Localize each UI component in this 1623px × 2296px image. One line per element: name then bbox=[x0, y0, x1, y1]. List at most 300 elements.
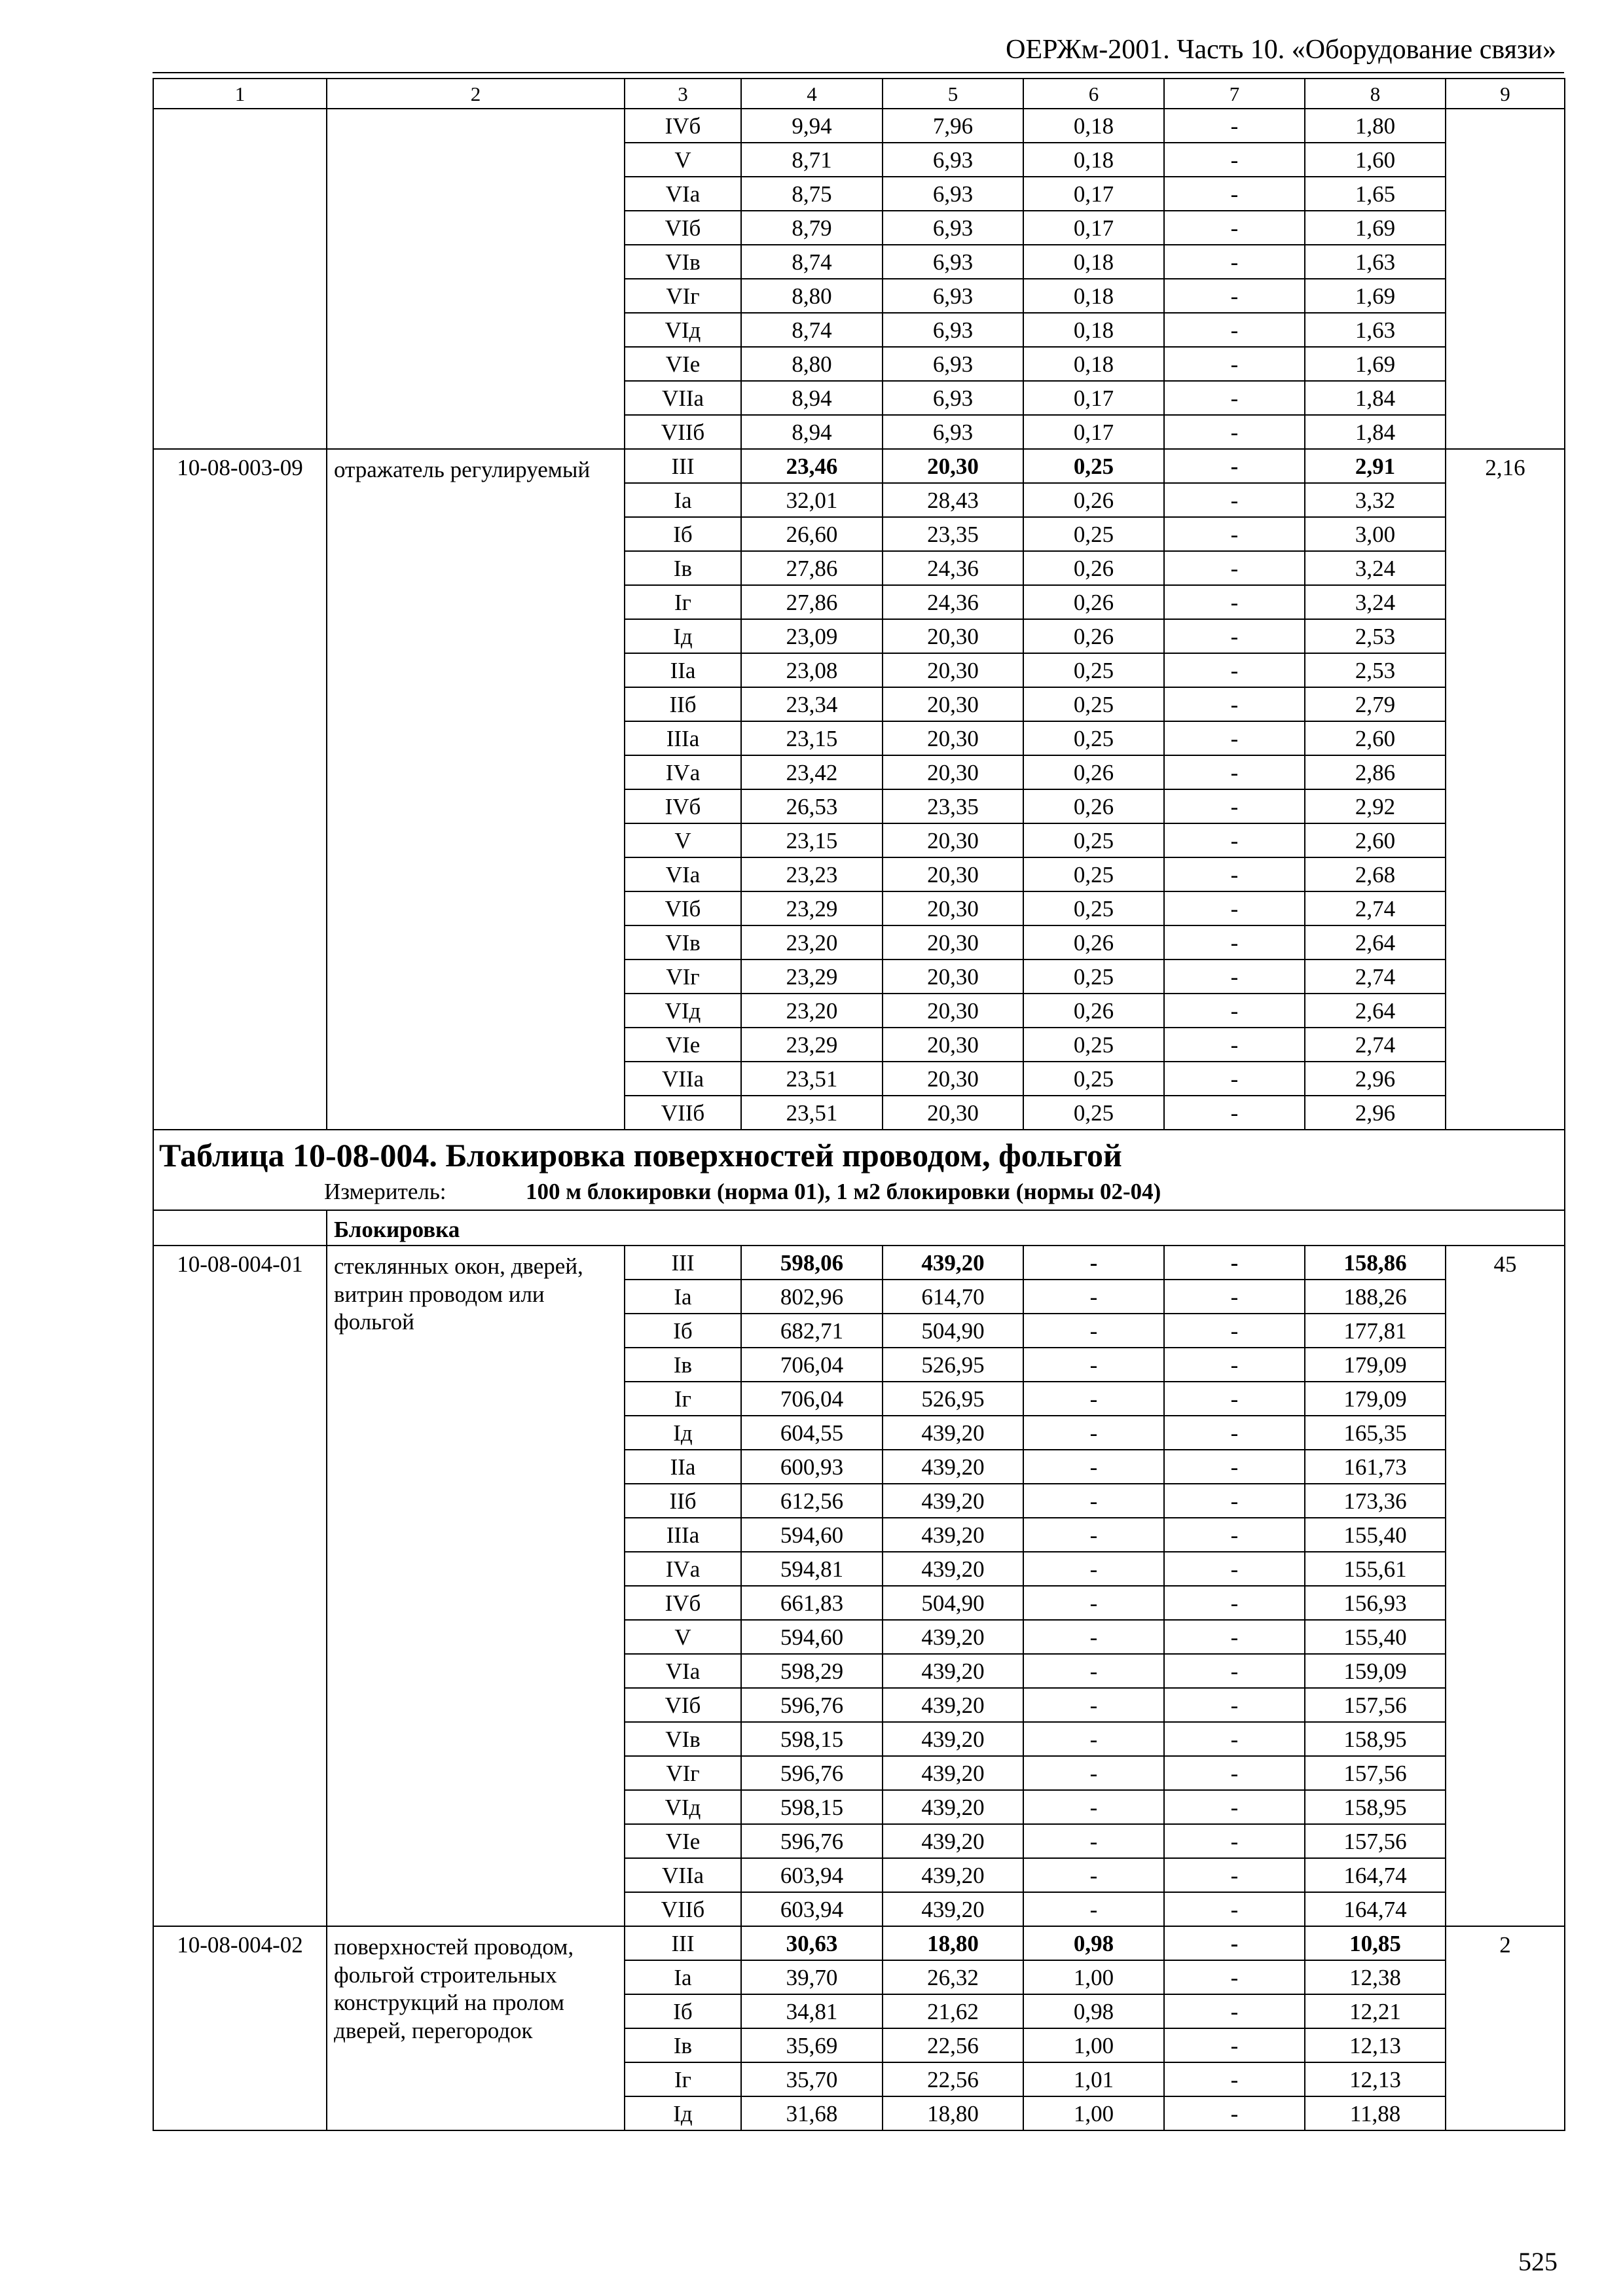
value-cell: 8,79 bbox=[741, 211, 883, 245]
value-cell: 158,86 bbox=[1305, 1246, 1446, 1280]
value-cell: 20,30 bbox=[883, 823, 1023, 857]
value-cell: 2,74 bbox=[1305, 1028, 1446, 1062]
name-cell: стеклянных окон, дверей, витрин проводом или фольгой bbox=[327, 1246, 625, 1926]
value-cell: - bbox=[1023, 1484, 1164, 1518]
value-cell: 20,30 bbox=[883, 619, 1023, 653]
value-cell: - bbox=[1023, 1824, 1164, 1858]
value-cell: 1,84 bbox=[1305, 415, 1446, 449]
zone-cell: VIд bbox=[625, 1790, 741, 1824]
value-cell: 12,13 bbox=[1305, 2028, 1446, 2062]
value-cell: - bbox=[1164, 1518, 1305, 1552]
value-cell: 0,25 bbox=[1023, 449, 1164, 483]
zone-cell: VIб bbox=[625, 211, 741, 245]
value-cell: - bbox=[1164, 1450, 1305, 1484]
value-cell: 21,62 bbox=[883, 1994, 1023, 2028]
value-cell: 10,85 bbox=[1305, 1926, 1446, 1960]
value-cell: 439,20 bbox=[883, 1484, 1023, 1518]
zone-cell: Iв bbox=[625, 2028, 741, 2062]
value-cell: 2,64 bbox=[1305, 994, 1446, 1028]
value-cell: - bbox=[1164, 1790, 1305, 1824]
zone-cell: IIа bbox=[625, 1450, 741, 1484]
value-cell: - bbox=[1023, 1518, 1164, 1552]
value-cell: 35,70 bbox=[741, 2062, 883, 2096]
zone-cell: Iг bbox=[625, 2062, 741, 2096]
value-cell: - bbox=[1164, 279, 1305, 313]
value-cell: 23,20 bbox=[741, 994, 883, 1028]
value-cell: 8,74 bbox=[741, 245, 883, 279]
section-empty-cell bbox=[153, 1210, 327, 1246]
value-cell: 18,80 bbox=[883, 1926, 1023, 1960]
value-cell: 439,20 bbox=[883, 1552, 1023, 1586]
value-cell: 0,18 bbox=[1023, 279, 1164, 313]
value-cell: 20,30 bbox=[883, 755, 1023, 789]
column-number: 1 bbox=[153, 79, 327, 109]
zone-cell: VIа bbox=[625, 857, 741, 891]
value-cell: 0,25 bbox=[1023, 687, 1164, 721]
zone-cell: VIд bbox=[625, 313, 741, 347]
measure-value: 100 м блокировки (норма 01), 1 м2 блокировки (нормы 02-04) bbox=[526, 1179, 1161, 1204]
code-cell: 10-08-004-01 bbox=[153, 1246, 327, 1926]
zone-cell: IIа bbox=[625, 653, 741, 687]
zone-cell: V bbox=[625, 1620, 741, 1654]
value-cell: 1,69 bbox=[1305, 347, 1446, 381]
value-cell: 23,35 bbox=[883, 517, 1023, 551]
value-cell: 157,56 bbox=[1305, 1688, 1446, 1722]
value-cell: 598,15 bbox=[741, 1722, 883, 1756]
zone-cell: VIв bbox=[625, 925, 741, 960]
zone-cell: VIб bbox=[625, 891, 741, 925]
zone-cell: Iв bbox=[625, 551, 741, 585]
value-cell: 8,94 bbox=[741, 415, 883, 449]
value-cell: 2,92 bbox=[1305, 789, 1446, 823]
value-cell: 20,30 bbox=[883, 1062, 1023, 1096]
value-cell: - bbox=[1164, 2062, 1305, 2096]
table-title: Таблица 10-08-004. Блокировка поверхностей проводом, фольгой bbox=[159, 1137, 1122, 1174]
value-cell: - bbox=[1023, 1552, 1164, 1586]
value-cell: 0,26 bbox=[1023, 551, 1164, 585]
value-cell: 439,20 bbox=[883, 1518, 1023, 1552]
value-cell: 0,25 bbox=[1023, 891, 1164, 925]
zone-cell: Iб bbox=[625, 1994, 741, 2028]
value-cell: - bbox=[1164, 211, 1305, 245]
value-cell: 20,30 bbox=[883, 721, 1023, 755]
value-cell: 20,30 bbox=[883, 960, 1023, 994]
value-cell: 3,32 bbox=[1305, 483, 1446, 517]
value-cell: - bbox=[1164, 960, 1305, 994]
value-cell: 23,15 bbox=[741, 721, 883, 755]
value-cell: - bbox=[1164, 1620, 1305, 1654]
value-cell: 164,74 bbox=[1305, 1858, 1446, 1892]
value-cell: 188,26 bbox=[1305, 1280, 1446, 1314]
value-cell: 23,46 bbox=[741, 449, 883, 483]
value-cell: 0,26 bbox=[1023, 925, 1164, 960]
value-cell: 177,81 bbox=[1305, 1314, 1446, 1348]
value-cell: 155,61 bbox=[1305, 1552, 1446, 1586]
zone-cell: III bbox=[625, 449, 741, 483]
value-cell: 23,51 bbox=[741, 1062, 883, 1096]
value-cell: 6,93 bbox=[883, 347, 1023, 381]
value-cell: 0,17 bbox=[1023, 381, 1164, 415]
zone-cell: Iв bbox=[625, 1348, 741, 1382]
value-cell: 2,79 bbox=[1305, 687, 1446, 721]
value-cell: 179,09 bbox=[1305, 1348, 1446, 1382]
value-cell: 8,74 bbox=[741, 313, 883, 347]
zone-cell: VIе bbox=[625, 347, 741, 381]
value-cell: 164,74 bbox=[1305, 1892, 1446, 1926]
value-cell: - bbox=[1023, 1892, 1164, 1926]
value-cell: - bbox=[1164, 755, 1305, 789]
value-cell: 155,40 bbox=[1305, 1620, 1446, 1654]
zone-cell: VIа bbox=[625, 1654, 741, 1688]
value-cell: - bbox=[1164, 585, 1305, 619]
zone-cell: Iб bbox=[625, 1314, 741, 1348]
value-cell: 2,74 bbox=[1305, 891, 1446, 925]
table-title-row bbox=[153, 1130, 1565, 1179]
value-cell: 594,60 bbox=[741, 1620, 883, 1654]
value-cell: 6,93 bbox=[883, 381, 1023, 415]
zone-cell: IIIа bbox=[625, 721, 741, 755]
value-cell: - bbox=[1164, 551, 1305, 585]
zone-cell: Iа bbox=[625, 483, 741, 517]
value-cell: 1,65 bbox=[1305, 177, 1446, 211]
value-cell: 0,25 bbox=[1023, 857, 1164, 891]
value-cell: - bbox=[1164, 313, 1305, 347]
value-cell: 20,30 bbox=[883, 994, 1023, 1028]
value-cell: 20,30 bbox=[883, 925, 1023, 960]
value-cell: 0,98 bbox=[1023, 1926, 1164, 1960]
zone-cell: IVб bbox=[625, 789, 741, 823]
zone-cell: VIа bbox=[625, 177, 741, 211]
value-cell: 0,26 bbox=[1023, 483, 1164, 517]
value-cell: 20,30 bbox=[883, 857, 1023, 891]
value-cell: - bbox=[1164, 823, 1305, 857]
value-cell: 0,26 bbox=[1023, 755, 1164, 789]
value-cell: 1,01 bbox=[1023, 2062, 1164, 2096]
value-cell: 22,56 bbox=[883, 2062, 1023, 2096]
value-cell: 0,18 bbox=[1023, 109, 1164, 143]
value-cell: 612,56 bbox=[741, 1484, 883, 1518]
value-cell: - bbox=[1023, 1688, 1164, 1722]
value-cell: 600,93 bbox=[741, 1450, 883, 1484]
value-cell: 8,80 bbox=[741, 279, 883, 313]
value-cell: 12,38 bbox=[1305, 1960, 1446, 1994]
value-cell: - bbox=[1164, 994, 1305, 1028]
value-cell: 34,81 bbox=[741, 1994, 883, 2028]
value-cell: - bbox=[1023, 1654, 1164, 1688]
price-table bbox=[153, 78, 1565, 2131]
value-cell: - bbox=[1164, 347, 1305, 381]
value-cell: - bbox=[1164, 1484, 1305, 1518]
value-cell: - bbox=[1164, 177, 1305, 211]
value-cell: 2,86 bbox=[1305, 755, 1446, 789]
value-cell: 2,68 bbox=[1305, 857, 1446, 891]
value-cell: 6,93 bbox=[883, 313, 1023, 347]
value-cell: 2,64 bbox=[1305, 925, 1446, 960]
value-cell: 439,20 bbox=[883, 1416, 1023, 1450]
value-cell: 594,60 bbox=[741, 1518, 883, 1552]
zone-cell: IVа bbox=[625, 755, 741, 789]
col9-cell: 45 bbox=[1446, 1246, 1565, 1926]
col9-cell bbox=[1446, 109, 1565, 449]
value-cell: - bbox=[1164, 143, 1305, 177]
value-cell: - bbox=[1164, 925, 1305, 960]
value-cell: 2,60 bbox=[1305, 823, 1446, 857]
value-cell: 6,93 bbox=[883, 279, 1023, 313]
value-cell: 439,20 bbox=[883, 1892, 1023, 1926]
value-cell: 24,36 bbox=[883, 585, 1023, 619]
zone-cell: VIб bbox=[625, 1688, 741, 1722]
code-cell: 10-08-004-02 bbox=[153, 1926, 327, 2130]
value-cell: 3,00 bbox=[1305, 517, 1446, 551]
value-cell: - bbox=[1023, 1620, 1164, 1654]
value-cell: - bbox=[1164, 1314, 1305, 1348]
value-cell: 6,93 bbox=[883, 245, 1023, 279]
zone-cell: VIв bbox=[625, 245, 741, 279]
value-cell: 20,30 bbox=[883, 449, 1023, 483]
value-cell: 1,69 bbox=[1305, 279, 1446, 313]
value-cell: 9,94 bbox=[741, 109, 883, 143]
value-cell: 0,18 bbox=[1023, 313, 1164, 347]
value-cell: 1,00 bbox=[1023, 2096, 1164, 2130]
value-cell: 0,18 bbox=[1023, 245, 1164, 279]
value-cell: 706,04 bbox=[741, 1382, 883, 1416]
value-cell: 594,81 bbox=[741, 1552, 883, 1586]
value-cell: - bbox=[1164, 381, 1305, 415]
value-cell: 26,53 bbox=[741, 789, 883, 823]
zone-cell: Iг bbox=[625, 1382, 741, 1416]
value-cell: 439,20 bbox=[883, 1824, 1023, 1858]
zone-cell: IVб bbox=[625, 1586, 741, 1620]
value-cell: 23,35 bbox=[883, 789, 1023, 823]
zone-cell: Iд bbox=[625, 619, 741, 653]
value-cell: 20,30 bbox=[883, 1096, 1023, 1130]
value-cell: 0,98 bbox=[1023, 1994, 1164, 2028]
value-cell: 39,70 bbox=[741, 1960, 883, 1994]
value-cell: 165,35 bbox=[1305, 1416, 1446, 1450]
zone-cell: VIг bbox=[625, 279, 741, 313]
value-cell: 596,76 bbox=[741, 1756, 883, 1790]
value-cell: 1,63 bbox=[1305, 313, 1446, 347]
value-cell: 1,84 bbox=[1305, 381, 1446, 415]
value-cell: 157,56 bbox=[1305, 1824, 1446, 1858]
value-cell: 26,32 bbox=[883, 1960, 1023, 1994]
value-cell: - bbox=[1164, 653, 1305, 687]
running-header: ОЕРЖм-2001. Часть 10. «Оборудование связи» bbox=[1006, 35, 1556, 65]
section-cell: Блокировка bbox=[327, 1210, 1565, 1246]
value-cell: - bbox=[1023, 1858, 1164, 1892]
measure-row bbox=[153, 1179, 1565, 1210]
value-cell: 0,25 bbox=[1023, 1028, 1164, 1062]
value-cell: 23,23 bbox=[741, 857, 883, 891]
zone-cell: V bbox=[625, 143, 741, 177]
zone-cell: IVб bbox=[625, 109, 741, 143]
value-cell: 27,86 bbox=[741, 585, 883, 619]
column-number: 5 bbox=[883, 79, 1023, 109]
value-cell: 23,29 bbox=[741, 960, 883, 994]
zone-cell: VIг bbox=[625, 1756, 741, 1790]
value-cell: 0,17 bbox=[1023, 177, 1164, 211]
value-cell: - bbox=[1164, 517, 1305, 551]
zone-cell: VIIа bbox=[625, 381, 741, 415]
column-number: 9 bbox=[1446, 79, 1565, 109]
value-cell: - bbox=[1164, 1892, 1305, 1926]
value-cell: - bbox=[1023, 1450, 1164, 1484]
value-cell: - bbox=[1164, 2028, 1305, 2062]
value-cell: 526,95 bbox=[883, 1348, 1023, 1382]
value-cell: 8,80 bbox=[741, 347, 883, 381]
page-number: 525 bbox=[1518, 2247, 1558, 2276]
value-cell: - bbox=[1164, 1552, 1305, 1586]
value-cell: 504,90 bbox=[883, 1586, 1023, 1620]
zone-cell: Iд bbox=[625, 1416, 741, 1450]
value-cell: 35,69 bbox=[741, 2028, 883, 2062]
value-cell: 2,74 bbox=[1305, 960, 1446, 994]
value-cell: - bbox=[1023, 1790, 1164, 1824]
zone-cell: Iа bbox=[625, 1280, 741, 1314]
zone-cell: VIIа bbox=[625, 1062, 741, 1096]
measure-label: Измеритель: bbox=[324, 1179, 447, 1204]
value-cell: 3,24 bbox=[1305, 551, 1446, 585]
value-cell: 2,53 bbox=[1305, 653, 1446, 687]
value-cell: - bbox=[1164, 415, 1305, 449]
column-number: 7 bbox=[1164, 79, 1305, 109]
value-cell: - bbox=[1164, 1994, 1305, 2028]
value-cell: 439,20 bbox=[883, 1620, 1023, 1654]
zone-cell: IIб bbox=[625, 1484, 741, 1518]
header-rule bbox=[153, 72, 1564, 73]
col9-cell: 2 bbox=[1446, 1926, 1565, 2130]
value-cell: 8,71 bbox=[741, 143, 883, 177]
value-cell: 0,18 bbox=[1023, 143, 1164, 177]
zone-cell: VIд bbox=[625, 994, 741, 1028]
zone-cell: VIе bbox=[625, 1028, 741, 1062]
zone-cell: Iб bbox=[625, 517, 741, 551]
zone-cell: VIе bbox=[625, 1824, 741, 1858]
value-cell: 23,51 bbox=[741, 1096, 883, 1130]
value-cell: - bbox=[1164, 245, 1305, 279]
value-cell: 23,09 bbox=[741, 619, 883, 653]
value-cell: - bbox=[1164, 1960, 1305, 1994]
value-cell: 0,25 bbox=[1023, 1062, 1164, 1096]
col9-cell: 2,16 bbox=[1446, 449, 1565, 1130]
value-cell: - bbox=[1164, 2096, 1305, 2130]
value-cell: - bbox=[1164, 483, 1305, 517]
value-cell: - bbox=[1164, 687, 1305, 721]
column-number: 6 bbox=[1023, 79, 1164, 109]
value-cell: 6,93 bbox=[883, 415, 1023, 449]
value-cell: 439,20 bbox=[883, 1756, 1023, 1790]
value-cell: 23,15 bbox=[741, 823, 883, 857]
column-number: 4 bbox=[741, 79, 883, 109]
value-cell: 0,26 bbox=[1023, 619, 1164, 653]
value-cell: 504,90 bbox=[883, 1314, 1023, 1348]
value-cell: 3,24 bbox=[1305, 585, 1446, 619]
value-cell: 23,34 bbox=[741, 687, 883, 721]
zone-cell: V bbox=[625, 823, 741, 857]
zone-cell: VIг bbox=[625, 960, 741, 994]
value-cell: 596,76 bbox=[741, 1824, 883, 1858]
value-cell: 159,09 bbox=[1305, 1654, 1446, 1688]
value-cell: 0,25 bbox=[1023, 653, 1164, 687]
column-number: 2 bbox=[327, 79, 625, 109]
value-cell: - bbox=[1023, 1722, 1164, 1756]
value-cell: - bbox=[1164, 1586, 1305, 1620]
column-number: 8 bbox=[1305, 79, 1446, 109]
value-cell: 0,25 bbox=[1023, 823, 1164, 857]
column-number-row bbox=[153, 79, 1565, 109]
column-number: 3 bbox=[625, 79, 741, 109]
value-cell: - bbox=[1164, 891, 1305, 925]
value-cell: 28,43 bbox=[883, 483, 1023, 517]
value-cell: 6,93 bbox=[883, 177, 1023, 211]
value-cell: - bbox=[1164, 1096, 1305, 1130]
value-cell: 0,25 bbox=[1023, 721, 1164, 755]
value-cell: 1,00 bbox=[1023, 1960, 1164, 1994]
value-cell: 596,76 bbox=[741, 1688, 883, 1722]
value-cell: 6,93 bbox=[883, 211, 1023, 245]
value-cell: 173,36 bbox=[1305, 1484, 1446, 1518]
value-cell: - bbox=[1164, 1382, 1305, 1416]
measure-cell bbox=[153, 1179, 1565, 1210]
zone-cell: VIIа bbox=[625, 1858, 741, 1892]
value-cell: 526,95 bbox=[883, 1382, 1023, 1416]
value-cell: - bbox=[1164, 1756, 1305, 1790]
price-table-container bbox=[153, 78, 1564, 2131]
value-cell: 0,17 bbox=[1023, 211, 1164, 245]
value-cell: 8,75 bbox=[741, 177, 883, 211]
value-cell: 0,25 bbox=[1023, 960, 1164, 994]
value-cell: - bbox=[1023, 1756, 1164, 1790]
price-table-body bbox=[153, 79, 1565, 2130]
value-cell: 2,60 bbox=[1305, 721, 1446, 755]
value-cell: 12,21 bbox=[1305, 1994, 1446, 2028]
value-cell: - bbox=[1164, 1028, 1305, 1062]
value-cell: 12,13 bbox=[1305, 2062, 1446, 2096]
value-cell: - bbox=[1023, 1416, 1164, 1450]
table-row bbox=[153, 109, 1565, 143]
value-cell: 18,80 bbox=[883, 2096, 1023, 2130]
zone-cell: III bbox=[625, 1246, 741, 1280]
value-cell: 0,26 bbox=[1023, 585, 1164, 619]
value-cell: - bbox=[1164, 1280, 1305, 1314]
zone-cell: VIIб bbox=[625, 415, 741, 449]
value-cell: 179,09 bbox=[1305, 1382, 1446, 1416]
value-cell: 20,30 bbox=[883, 1028, 1023, 1062]
value-cell: 706,04 bbox=[741, 1348, 883, 1382]
value-cell: - bbox=[1164, 1416, 1305, 1450]
zone-cell: IIб bbox=[625, 687, 741, 721]
value-cell: - bbox=[1023, 1314, 1164, 1348]
zone-cell: III bbox=[625, 1926, 741, 1960]
value-cell: - bbox=[1023, 1280, 1164, 1314]
value-cell: - bbox=[1164, 1062, 1305, 1096]
zone-cell: Iа bbox=[625, 1960, 741, 1994]
value-cell: 1,60 bbox=[1305, 143, 1446, 177]
zone-cell: VIв bbox=[625, 1722, 741, 1756]
table-row bbox=[153, 449, 1565, 483]
section-row bbox=[153, 1210, 1565, 1246]
value-cell: 439,20 bbox=[883, 1654, 1023, 1688]
value-cell: - bbox=[1023, 1586, 1164, 1620]
value-cell: 158,95 bbox=[1305, 1790, 1446, 1824]
value-cell: 0,26 bbox=[1023, 994, 1164, 1028]
value-cell: 26,60 bbox=[741, 517, 883, 551]
value-cell: - bbox=[1164, 857, 1305, 891]
value-cell: 598,06 bbox=[741, 1246, 883, 1280]
value-cell: 0,26 bbox=[1023, 789, 1164, 823]
value-cell: 598,29 bbox=[741, 1654, 883, 1688]
value-cell: 802,96 bbox=[741, 1280, 883, 1314]
